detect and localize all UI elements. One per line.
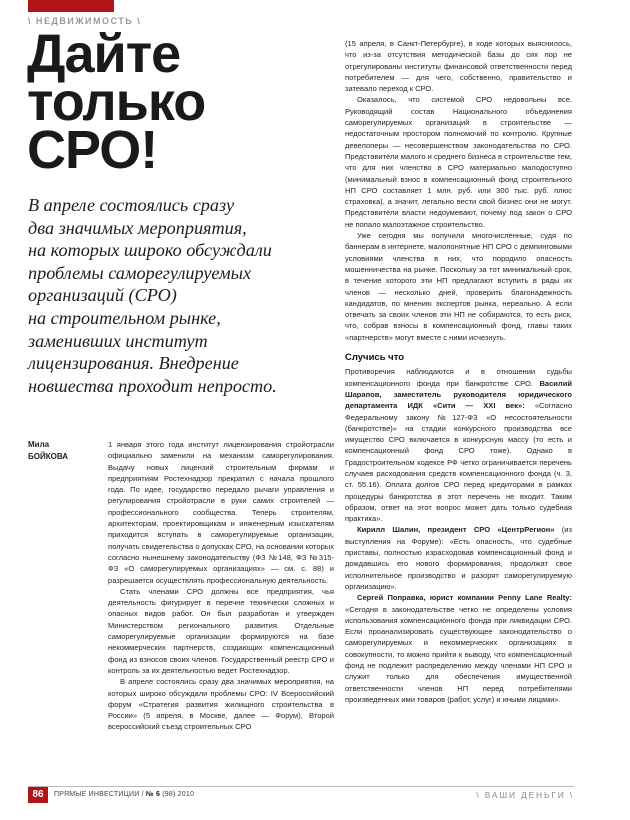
page-number: 86 [28,787,48,803]
magazine-title [54,791,194,798]
body-paragraph: 1 января этого года институт лицензирования стройотрасли официально заменили на механизм саморегулирования. Выдачу новых лицензий строительным фирмам и предприятиям Ростехнадзор прекратил с начала прошлого года. По идее, государство передало рычаги управления и регулирования стройотрасли в руки самих строителей — профессионального сообщества. Теперь строителям, архитекторам, проектировщикам и инженерным изыскателям приходится вступать в саморегулируемые организации, получать свидетельства о допусках СРО, на основании которых согласно нынешнему законодательству (ФЗ №148, ФЗ №315-ФЗ «О саморегулируемых организациях» — см. с. 88) и разрешается осуществлять профессиональную деятельность. [108,440,334,585]
footer-divider [28,786,574,787]
issue-detail: (98) 2010 [160,791,195,798]
body-paragraph [345,366,572,524]
speaker-name: Сергей Поправка, юрист компании Penny Lane Realty: [357,593,572,603]
body-paragraph: Оказалось, что системой СРО недовольны все. Руководящий состав Национального объединения саморегулируемых организаций в строительстве — недостаточным простором полномочий по контролю. Крупные девелоперы — несовершенством законодательства по СРО. Представители малого и среднего бизнеса в строительстве тем, что для них членство в СРО материально малодоступно (минимальный взнос в компенсационный фонд строительного НП СРО составляет 1 млн. руб. или 300 тыс. руб. плюс страховка), а значит, легально вести свой бизнес они не могут. Представители власти недоумевают, почему под закон о СРО не попало малоэтажное строительство. [345,95,572,229]
article-column-left [108,439,334,733]
speaker-name: Кирилл Шалин, президент СРО «ЦентрРегион» [357,525,555,535]
lead-line: проблемы саморегулируемых [28,262,252,283]
lead-line: новшества проходит непросто. [28,375,277,396]
issue-number: № 6 [145,791,161,798]
magazine-name: ПРЯМЫЕ ИНВЕСТИЦИИ / [54,791,146,798]
lead-line: В апреле состоялись сразу [28,195,235,215]
lead-line: организаций (СРО) [28,285,177,306]
page-title [27,24,327,180]
author-byline [28,439,98,462]
subheading: Случись что [345,352,405,364]
title-line: только [27,72,206,132]
lead-paragraph [28,194,328,397]
title-line: Дайте [27,24,181,84]
lead-line: лицензирования. Внедрение [28,353,239,374]
body-paragraph: Стать членами СРО должны все предприятия, чья деятельность фигурирует в перечне технически сложных и опасных видов работ. Он был разработан и утвержден Министерством регионального развития. Отдельные саморегулируемые организации формируются на базе некоммерческих партнерств, создающих компенсационный фонд из взносов своих членов. Государственный реестр СРО и контроль за их деятельностью ведет Ростехнадзор. [108,586,334,675]
quote-text: «Согласно Федеральному закону №127-ФЗ «О несостоятельности (банкротстве)» на стадии конкурсного производства все имущество СРО включается в конкурсную массу (то есть и компенсационный фонд СРО тоже). Однако в Градостроительном кодексе РФ четко ограничивается перечень случаев расходования средств компенсационного фонда (ч. 3, ст. 55.16). Оплата долгов СРО перед кредиторами в рамках процедуры банкротства в этот перечень не входит. Таким образом, ответ на этот вопрос может дать только судебная практика». [345,401,573,524]
body-paragraph: (15 апреля, в Санкт-Петербурге), в ходе которых выяснилось, что из-за отсутствия методической базы до сих пор не отрегулированы институты финансовой ответственности перед потребителем — для чего, собственно, правительство и затевало переход к СРО. [345,39,572,94]
title-line: СРО! [27,120,158,180]
footer-section-label: \ ВАШИ ДЕНЬГИ \ [476,790,574,800]
lead-line: на строительном рынке, [28,307,221,328]
paragraph-intro: Противоречия наблюдаются и в отношении судьбы компенсационного фонда при банкротстве СРО. [345,367,572,388]
article-column-right [345,38,572,705]
lead-line: на которых широко обсуждали [28,240,272,261]
section-color-bar [28,0,114,12]
author-last-name: БОЙКОВА [28,451,68,461]
author-first-name: Мила [28,440,50,449]
body-paragraph [345,524,572,592]
body-paragraph: Уже сегодня мы получили многочисленные, судя по баннерам в интернете, малопонятные НП СРО с демпинговыми условиями членства в них, что породило опасность мошенничества на рынке. Поскольку за тот минимальный срок, в течение которого эти НП предлагают вступить в ряды их членов — несколько дней, проверить благонадежность кандидатов, по мнению экспертов рынка, нереально. А если отвечать за своих членов эти НП не собираются, то есть риск, что, собрав взносы в компенсационный фонд, главы таких «партнерств» могут вместе с ними исчезнуть. [345,231,572,342]
section-label: \ НЕДВИЖИМОСТЬ \ [28,16,142,26]
body-paragraph: В апреле состоялись сразу два значимых мероприятия, на которых широко обсуждали проблемы СРО: IV Всероссийский форум «Стратегия развития жилищного строительства в России» (5 апреля, в Москве, далее — Форум), Второй всероссийский съезд строительных СРО [108,677,334,732]
lead-line: два значимых мероприятия, [28,217,247,238]
quote-text: «Сегодня в законодательстве четко не определены условия использования компенсационного фонда при ликвидации СРО. Если проанализировать существующее законодательство о саморегулируемых и некоммерческих организациях в совокупности, то можно прийти к выводу, что компенсационный фонд не подлежит распределению между членами НП СРО и служит только для обеспечения имущественной ответственности членов НП перед потребителями произведенных ими товаров (работ, услуг) и иными лицами». [345,604,572,704]
quote-text: (из выступления на Форуме): «Есть опасность, что судебные приставы, полностью израсходовав компенсационный фонд и дождавшись его нового формирования, продолжат свое исполнительное производство и разорят саморегулируемую организацию». [345,525,572,591]
body-paragraph [345,592,572,705]
speaker-name: Василий Шарапов, заместитель руководителя юридического департамента ИДК «Сити — XXI век»: [345,378,572,411]
lead-line: заменивших институт [28,330,208,351]
